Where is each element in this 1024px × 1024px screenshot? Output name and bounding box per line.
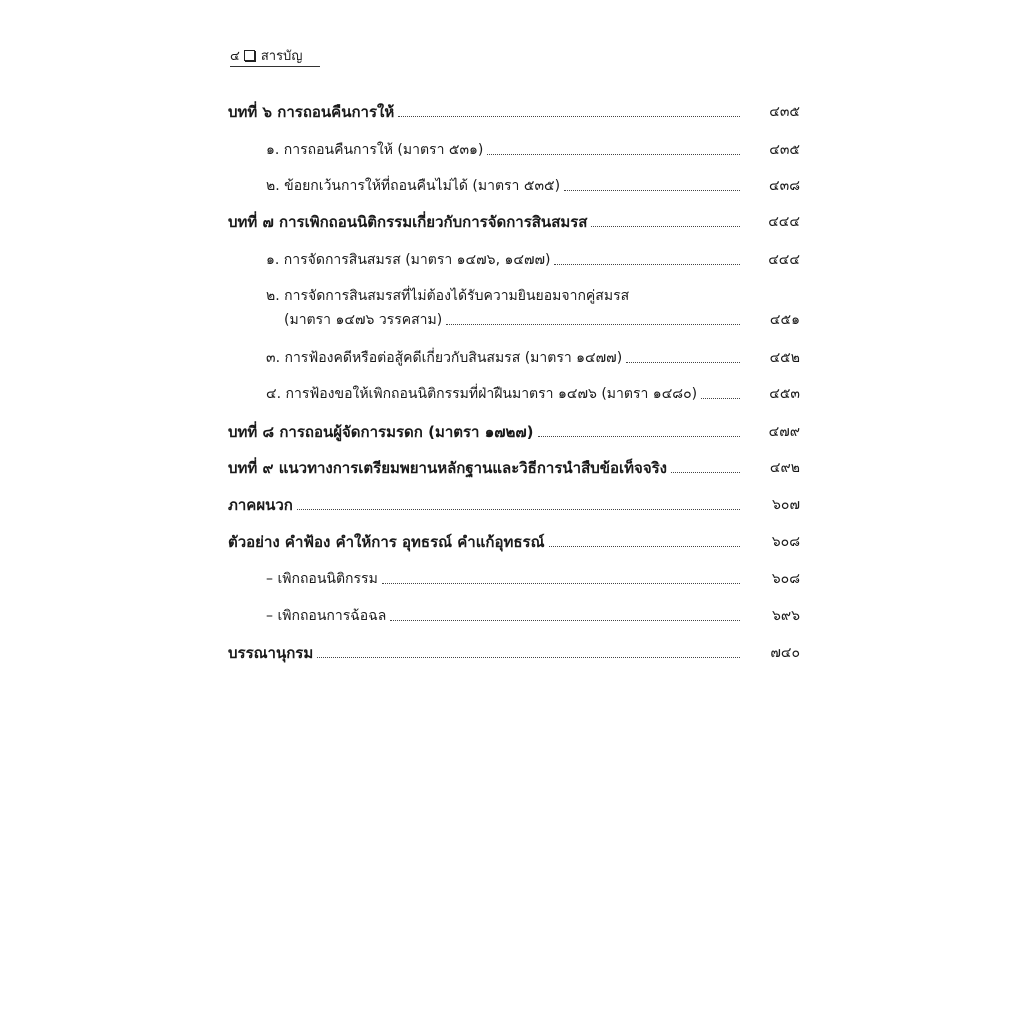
toc-entry-chapter-7[interactable] <box>228 212 800 232</box>
dot-leader <box>297 509 740 510</box>
toc-entry-title: บทที่ ๙ แนวทางการเตรียมพยานหลักฐานและวิธีการนำสืบข้อเท็จจริง <box>228 459 667 477</box>
toc-entry-title: บทที่ ๗ การเพิกถอนนิติกรรมเกี่ยวกับการจัดการสินสมรส <box>228 213 588 231</box>
toc-entry-bibliography[interactable] <box>228 643 800 663</box>
toc-entry-title: ๑. การจัดการสินสมรส (มาตรา ๑๔๗๖, ๑๔๗๗) <box>266 252 551 268</box>
toc-entry-examples-2[interactable] <box>228 606 800 626</box>
toc-entry-appendix[interactable] <box>228 495 800 515</box>
dot-leader <box>538 436 740 437</box>
toc-entry-page: ๔๕๒ <box>769 350 800 366</box>
toc-entry-title: ๒. การจัดการสินสมรสที่ไม่ต้องได้รับความยินยอมจากคู่สมรส <box>266 288 630 304</box>
toc-entry-7-1[interactable] <box>228 250 800 270</box>
toc-entry-7-2-line2[interactable] <box>228 310 800 330</box>
dot-leader <box>564 190 740 191</box>
dot-leader <box>487 154 740 155</box>
toc-entry-title: ๔. การฟ้องขอให้เพิกถอนนิติกรรมที่ฝ่าฝืนมาตรา ๑๔๗๖ (มาตรา ๑๔๘๐) <box>266 386 698 402</box>
toc-entry-examples-1[interactable] <box>228 569 800 589</box>
dot-leader <box>626 362 740 363</box>
toc-entry-6-2[interactable] <box>228 176 800 196</box>
toc-entry-page: ๔๕๑ <box>769 312 800 328</box>
toc-entry-page: ๗๔๐ <box>770 645 800 661</box>
toc-entry-7-3[interactable] <box>228 348 800 368</box>
toc-entry-page: ๖๐๘ <box>771 534 800 550</box>
toc-entry-title: ภาคผนวก <box>228 496 293 514</box>
dot-leader <box>317 657 740 658</box>
toc-entry-page: ๖๐๗ <box>772 497 800 513</box>
toc-entry-title: ตัวอย่าง คำฟ้อง คำให้การ อุทธรณ์ คำแก้อุทธรณ์ <box>228 533 545 551</box>
toc-entry-page: ๔๕๓ <box>769 386 800 402</box>
table-of-contents <box>228 96 800 676</box>
toc-entry-6-1[interactable] <box>228 140 800 160</box>
toc-entry-title: ๒. ข้อยกเว้นการให้ที่ถอนคืนไม่ได้ (มาตรา ๕๓๕) <box>266 178 561 194</box>
toc-entry-continuation: (มาตรา ๑๔๗๖ วรรคสาม) <box>284 312 443 328</box>
toc-entry-title: บทที่ ๘ การถอนผู้จัดการมรดก (มาตรา ๑๗๒๗) <box>228 423 534 441</box>
dot-leader <box>390 620 740 621</box>
toc-entry-title: – เพิกถอนนิติกรรม <box>266 571 378 587</box>
toc-entry-title: บรรณานุกรม <box>228 644 314 662</box>
dot-leader <box>701 398 740 399</box>
running-header <box>230 44 320 67</box>
dot-leader <box>591 226 740 227</box>
header-page-number: ๔ <box>230 48 240 64</box>
toc-entry-title: – เพิกถอนการฉ้อฉล <box>266 608 387 624</box>
toc-entry-page: ๔๓๘ <box>769 178 800 194</box>
dot-leader <box>549 546 741 547</box>
toc-entry-chapter-9[interactable] <box>228 458 800 478</box>
dot-leader <box>398 116 740 117</box>
toc-entry-title: บทที่ ๖ การถอนคืนการให้ <box>228 103 395 121</box>
toc-entry-page: ๔๓๕ <box>769 104 800 120</box>
toc-entry-title: ๑. การถอนคืนการให้ (มาตรา ๕๓๑) <box>266 142 484 158</box>
toc-entry-page: ๔๔๔ <box>768 252 800 268</box>
toc-entry-page: ๔๗๙ <box>768 424 800 440</box>
toc-entry-chapter-6[interactable] <box>228 102 800 122</box>
header-section-title: สารบัญ <box>260 48 303 64</box>
toc-entry-page: ๔๔๔ <box>768 214 800 230</box>
toc-entry-examples[interactable] <box>228 532 800 552</box>
toc-entry-page: ๖๙๖ <box>771 608 800 624</box>
dot-leader <box>554 264 740 265</box>
toc-entry-7-4[interactable] <box>228 384 800 404</box>
dot-leader <box>382 583 740 584</box>
toc-entry-page: ๔๓๕ <box>769 142 800 158</box>
toc-entry-title: ๓. การฟ้องคดีหรือต่อสู้คดีเกี่ยวกับสินสมรส (มาตรา ๑๔๗๗) <box>266 350 623 366</box>
toc-entry-7-2-line1[interactable] <box>228 286 800 306</box>
dot-leader <box>446 324 740 325</box>
toc-entry-chapter-8[interactable] <box>228 422 800 442</box>
dot-leader <box>671 472 740 473</box>
square-bullet-icon <box>244 50 255 61</box>
toc-entry-page: ๖๐๘ <box>771 571 800 587</box>
toc-entry-page: ๔๙๒ <box>769 460 800 476</box>
